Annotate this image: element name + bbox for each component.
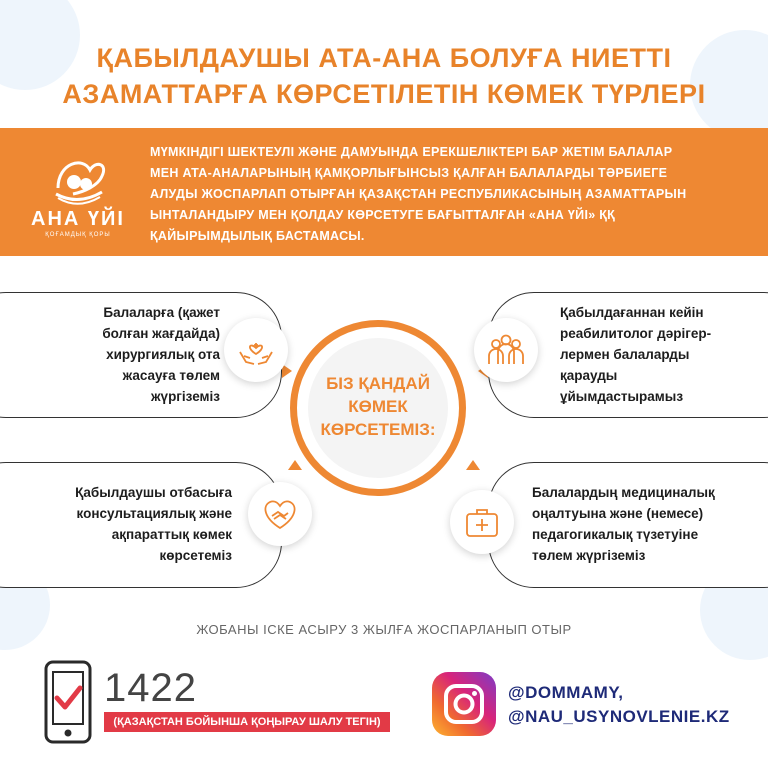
center-heading (308, 372, 448, 441)
phone-check-icon (44, 660, 92, 744)
instagram-handle-link[interactable]: @DOMMAMY, (508, 683, 624, 702)
instagram-icon[interactable] (432, 672, 496, 736)
help-card-rehabilitation-text (560, 302, 760, 407)
banner-line: ҚАЙЫРЫМДЫЛЫҚ БАСТАМАСЫ. (150, 229, 365, 243)
card-line: оңалтуына және (немесе) (532, 506, 704, 521)
card-line: ақпараттық көмек (111, 527, 232, 542)
help-card-surgery-text (40, 302, 220, 407)
banner-line: АЛУДЫ ЖОСПАРЛАП ОТЫРҒАН ҚАЗАҚСТАН РЕСПУБЛИКАСЫНЫҢ АЗАМАТТАРЫН (150, 187, 687, 201)
title-line: ҚАБЫЛДАУШЫ АТА-АНА БОЛУҒА НИЕТТІ (96, 43, 672, 73)
card-line: көрсетеміз (159, 548, 232, 563)
card-line: Балалардың медициналық (532, 485, 715, 500)
card-line: жүргіземіз (150, 389, 220, 404)
card-line: болған жағдайда) (102, 326, 220, 341)
bird-nest-logo-icon (28, 148, 128, 208)
center-line: БІЗ ҚАНДАЙ (326, 374, 430, 393)
card-line: қарауды (560, 368, 618, 383)
page-title (0, 40, 768, 112)
banner-line: МЕН АТА-АНАЛАРЫНЫҢ ҚАМҚОРЛЫҒЫНСЫЗ ҚАЛҒАН БАЛАЛАРДЫ ТӘРБИЕГЕ (150, 166, 668, 180)
title-line: АЗАМАТТАРҒА КӨРСЕТІЛЕТІН КӨМЕК ТҮРЛЕРІ (62, 79, 706, 109)
card-line: хирургиялық ота (106, 347, 220, 362)
logo-subtitle: ҚОҒАМДЫҚ ҚОРЫ (45, 232, 111, 238)
help-card-consultation-text (20, 482, 232, 566)
banner-line: МҮМКІНДІГІ ШЕКТЕУЛІ ЖӘНЕ ДАМУЫНДА ЕРЕКШЕЛІКТЕРІ БАР ЖЕТІМ БАЛАЛАР (150, 145, 673, 159)
card-line: Қабылдағаннан кейін (560, 305, 704, 320)
card-line: Балаларға (қажет (103, 305, 220, 320)
pointer-triangle (288, 460, 302, 470)
card-line: лермен балаларды (560, 347, 690, 362)
pointer-triangle (466, 460, 480, 470)
card-line: төлем жүргіземіз (532, 548, 646, 563)
banner-text (150, 142, 750, 247)
instagram-handles (508, 681, 730, 729)
logo-name: АНА ҮЙІ (31, 208, 125, 230)
instagram-handle-link[interactable]: @NAU_USYNOVLENIE.KZ (508, 707, 730, 726)
center-line: КӨРСЕТЕМІЗ: (320, 420, 436, 439)
hands-heart-icon (224, 318, 288, 382)
card-line: реабилитолог дәрігер- (560, 326, 712, 341)
project-duration-note: ЖОБАНЫ ІСКЕ АСЫРУ 3 ЖЫЛҒА ЖОСПАРЛАНЫП ОТЫР (196, 622, 572, 637)
hotline-number[interactable]: 1422 (104, 666, 197, 710)
card-line: консультациялық және (76, 506, 232, 521)
first-aid-kit-icon (450, 490, 514, 554)
card-line: ұйымдастырамыз (560, 389, 684, 404)
card-line: Қабылдаушы отбасыға (75, 485, 232, 500)
free-call-badge: (ҚАЗАҚСТАН БОЙЫНША ҚОҢЫРАУ ШАЛУ ТЕГІН) (104, 712, 390, 732)
center-line: КӨМЕК (348, 397, 408, 416)
card-line: педагогикалық түзетуіне (532, 527, 699, 542)
banner-line: ЫНТАЛАНДЫРУ МЕН ҚОЛДАУ КӨРСЕТУГЕ БАҒЫТТАЛҒАН «АНА ҮЙІ» ҚҚ (150, 208, 616, 222)
handshake-heart-icon (248, 482, 312, 546)
logo (28, 148, 128, 240)
people-group-icon (474, 318, 538, 382)
help-card-medical-text (532, 482, 752, 566)
card-line: жасауға төлем (122, 368, 220, 383)
